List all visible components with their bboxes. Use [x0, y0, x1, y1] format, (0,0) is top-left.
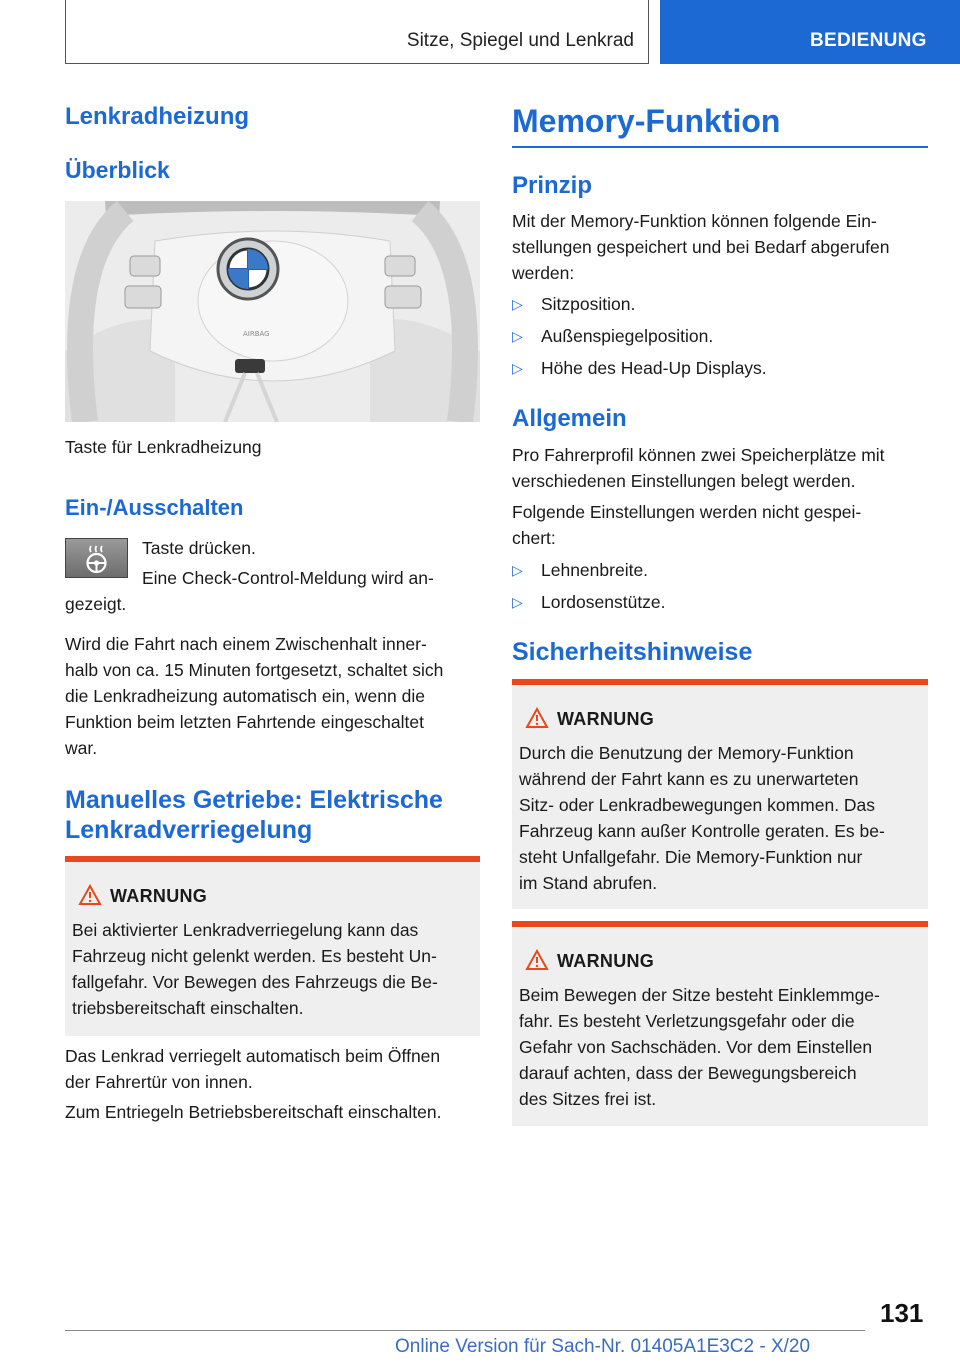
text-line: stellungen gespeichert und bei Bedarf abgerufen — [512, 237, 890, 257]
safety-heading: Sicherheitshinweise — [512, 638, 753, 666]
text-line: chert: — [512, 528, 556, 548]
list-item-label: Außenspiegelposition. — [541, 326, 714, 346]
bullet-triangle-icon: ▷ — [512, 594, 523, 610]
text-line: Funktion beim letzten Fahrtende eingeschaltet — [65, 712, 424, 732]
warning-triangle-icon — [78, 884, 102, 906]
general-paragraph-1 — [512, 442, 885, 494]
text-line: während der Fahrt kann es zu unerwarteten — [519, 769, 859, 789]
warning-box-memory-driving — [512, 679, 928, 909]
text-line: Pro Fahrerprofil können zwei Speicherplätze mit — [512, 445, 885, 465]
list-item-label: Lordosenstütze. — [541, 592, 666, 612]
page-number: 131 — [880, 1298, 924, 1328]
steering-wheel-image — [65, 201, 480, 422]
text-line: der Fahrertür von innen. — [65, 1072, 253, 1092]
header-section-box — [65, 0, 649, 64]
warning-title: WARNUNG — [557, 709, 655, 729]
footer-divider — [65, 1330, 865, 1331]
warning-text — [519, 740, 885, 896]
text-line: Durch die Benutzung der Memory-Funktion — [519, 743, 854, 763]
text-line: werden: — [512, 263, 575, 283]
chapter-tab-label: BEDIENUNG — [810, 30, 927, 51]
text-line: halb von ca. 15 Minuten fortgesetzt, schaltet sich — [65, 660, 444, 680]
heading-line: Manuelles Getriebe: Elektrische — [65, 786, 443, 814]
text-line: Gefahr von Sachschäden. Vor dem Einstellen — [519, 1037, 873, 1057]
footer-version-link[interactable]: Online Version für Sach-Nr. 01405A1E3C2 - X/20 — [395, 1336, 811, 1357]
bullet-triangle-icon: ▷ — [512, 328, 523, 344]
text-line: steht Unfallgefahr. Die Memory-Funktion nur — [519, 847, 863, 867]
chapter-tab — [660, 0, 960, 64]
text-line: Sitz- oder Lenkradbewegungen kommen. Das — [519, 795, 876, 815]
principle-heading: Prinzip — [512, 172, 593, 199]
onoff-step-message-b: gezeigt. — [65, 594, 127, 614]
warning-triangle-icon — [525, 707, 549, 729]
text-line: fallgefahr. Vor Bewegen des Fahrzeugs die Be‐ — [72, 972, 438, 992]
text-line: Folgende Einstellungen werden nicht gespei‐ — [512, 502, 862, 522]
text-line: des Sitzes frei ist. — [519, 1089, 657, 1109]
text-line: Fahrzeug nicht gelenkt werden. Es besteht Un‐ — [72, 946, 437, 966]
onoff-step-message-a: Eine Check-Control-Meldung wird an‐ — [142, 568, 434, 588]
warning-title: WARNUNG — [557, 951, 655, 971]
auto-heating-paragraph — [65, 631, 443, 761]
heading-line: Lenkradverriegelung — [65, 816, 313, 844]
text-line: im Stand abrufen. — [519, 873, 658, 893]
warning-text — [72, 917, 438, 1021]
text-line: Wird die Fahrt nach einem Zwischenhalt inner‐ — [65, 634, 427, 654]
steering-wheel-heating-button-icon — [65, 538, 128, 578]
text-line: Bei aktivierter Lenkradverriegelung kann das — [72, 920, 419, 940]
manual-transmission-heading — [65, 785, 485, 845]
bullet-triangle-icon: ▷ — [512, 296, 523, 312]
text-line: triebsbereitschaft einschalten. — [72, 998, 304, 1018]
overview-heading: Überblick — [65, 157, 170, 183]
text-line: Mit der Memory-Funktion können folgende Ein‐ — [512, 211, 877, 231]
text-line: verschiedenen Einstellungen belegt werden. — [512, 471, 856, 491]
warning-triangle-icon — [525, 949, 549, 971]
list-item-label: Höhe des Head-Up Displays. — [541, 358, 767, 378]
onoff-heading: Ein-/Ausschalten — [65, 495, 244, 520]
page-title-left: Lenkradheizung — [65, 103, 250, 130]
title-underline — [512, 146, 928, 148]
list-item-label: Sitzposition. — [541, 294, 636, 314]
bullet-triangle-icon: ▷ — [512, 562, 523, 578]
warning-text — [519, 982, 880, 1112]
image-caption: Taste für Lenkradheizung — [65, 437, 262, 457]
general-heading: Allgemein — [512, 405, 627, 432]
text-line: darauf achten, dass der Bewegungsbereich — [519, 1063, 857, 1083]
unlock-paragraph: Zum Entriegeln Betriebsbereitschaft einschalten. — [65, 1102, 442, 1122]
svg-text:AIRBAG: AIRBAG — [243, 330, 270, 338]
auto-lock-paragraph — [65, 1043, 440, 1095]
page-title-right: Memory-Funktion — [512, 103, 781, 139]
text-line: Das Lenkrad verriegelt automatisch beim Öffnen — [65, 1046, 441, 1066]
warning-title: WARNUNG — [110, 886, 208, 906]
text-line: Beim Bewegen der Sitze besteht Einklemmge‐ — [519, 985, 880, 1005]
principle-paragraph — [512, 208, 890, 286]
onoff-step-press: Taste drücken. — [142, 538, 256, 558]
bullet-triangle-icon: ▷ — [512, 360, 523, 376]
warning-box-steering-lock — [65, 856, 480, 1036]
text-line: fahr. Es besteht Verletzungsgefahr oder die — [519, 1011, 855, 1031]
warning-box-seat-pinching — [512, 921, 928, 1126]
text-line: die Lenkradheizung automatisch ein, wenn die — [65, 686, 425, 706]
list-item-label: Lehnenbreite. — [541, 560, 649, 580]
section-title: Sitze, Spiegel und Lenkrad — [406, 30, 634, 51]
text-line: war. — [65, 738, 98, 758]
text-line: Fahrzeug kann außer Kontrolle geraten. Es be‐ — [519, 821, 885, 841]
general-paragraph-2 — [512, 499, 861, 551]
